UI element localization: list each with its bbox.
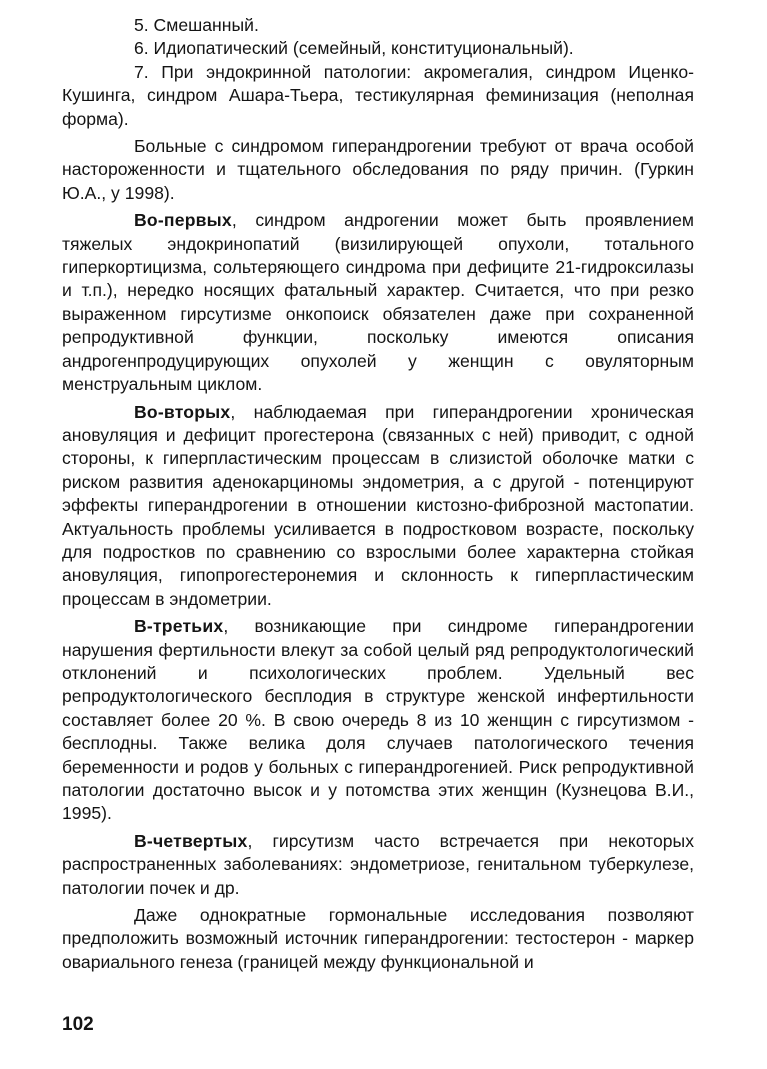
paragraph-third-text: , возникающие при синдроме гиперандрогении нарушения фертильности влекут за собой целый ряд репродуктологический отклонений и психологических проблем. Удельный вес репродуктологического бесплодия в структуре женской инфертильности составляет более 20 %. В свою очередь 8 из 10 женщин с гирсутизмом - бесплодны. Также велика доля случаев патологического течения беременности и родов у больных с гиперандрогенией. Риск репродуктивной патологии достаточно высок и у потомства этих женщин (Кузнецова В.И., 1995). — [62, 616, 694, 824]
lead-first: Во-первых — [134, 210, 232, 231]
paragraph-third — [62, 615, 694, 826]
lead-second: Во-вторых — [134, 401, 231, 422]
list-item-7: 7. При эндокринной патологии: акромегалия, синдром Иценко-Кушинга, синдром Ашара-Тьера, тестикулярная феминизация (неполная форма). — [62, 61, 694, 129]
page-number: 102 — [62, 1014, 94, 1035]
paragraph-fourth-text: , гирсутизм часто встречается при некоторых распространенных заболеваниях: эндометриозе, генитальном туберкулезе, патологии почек и др. — [62, 830, 694, 898]
list-item-6: 6. Идиопатический (семейный, конституциональный). — [134, 38, 574, 59]
page-body — [62, 14, 694, 974]
lead-third: В-третьих — [134, 616, 224, 637]
paragraph-closing: Даже однократные гормональные исследования позволяют предположить возможный источник гиперандрогении: тестостерон - маркер овариального генеза (границей между функциональной и — [62, 905, 694, 972]
paragraph-intro: Больные с синдромом гиперандрогении требуют от врача особой настороженности и тщательного обследования по ряду причин. (Гуркин Ю.А., у 1998). — [62, 136, 694, 203]
paragraph-second — [62, 401, 694, 612]
paragraph-fourth — [62, 830, 694, 900]
paragraph-second-text: , наблюдаемая при гиперандрогении хроническая ановуляция и дефицит прогестерона (связанных с ней) приводит, с одной стороны, к гиперпластическим процессам в слизистой оболочке матки с риском развития аденокарциномы эндометрия, а с другой - потенцируют эффекты гиперандрогении в отношении кистозно-фиброзной мастопатии. Актуальность проблемы усиливается в подростковом возрасте, поскольку для подростков по сравнению со взрослыми более характерна стойкая ановуляция, гипопрогестеронемия и склонность к гиперпластическим процессам в эндометрии. — [62, 401, 694, 609]
paragraph-first — [62, 209, 694, 396]
list-item-5: 5. Смешанный. — [134, 15, 259, 35]
paragraph-first-text: , синдром андрогении может быть проявлением тяжелых эндокринопатий (визилирующей опухоли, тотального гиперкортицизма, сольтеряющего синдрома при дефиците 21-гидроксилазы и т.п.), нередко носящих фатальный характер. Считается, что при резко выраженном гирсутизме онкопоиск обязателен даже при сохраненной репродуктивной функции, поскольку имеются описания андрогенпродуцирующих опухолей у женщин с овуляторным менструальным циклом. — [62, 210, 694, 395]
lead-fourth: В-четвертых — [134, 830, 248, 851]
